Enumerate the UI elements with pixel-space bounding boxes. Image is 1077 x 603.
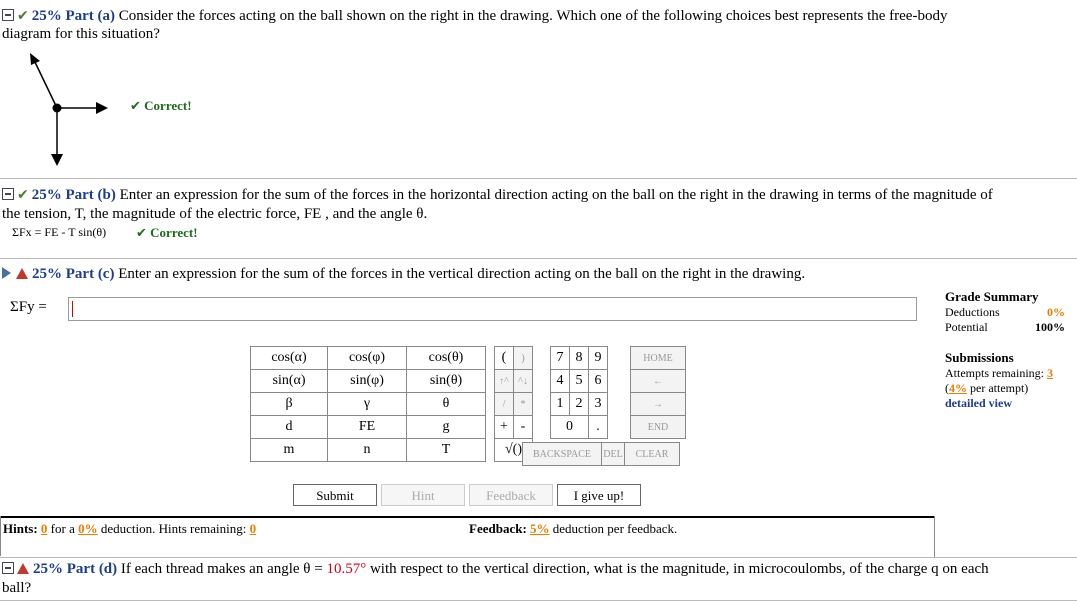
collapse-icon[interactable] [2, 9, 14, 21]
attempts-remaining: 3 [1046, 366, 1053, 380]
submit-button[interactable]: Submit [293, 484, 377, 506]
part-b-header: ✔ 25% Part (b) Enter an expression for the sum of the forces in the horizontal direction acting on the ball on the right in the drawing in terms of the magnitude of [2, 186, 1077, 205]
hints-remaining: 0 [249, 521, 257, 536]
key-0[interactable]: 0 [551, 416, 589, 439]
part-a-question-line2: diagram for this situation? [2, 26, 160, 42]
part-b-label: Part (b) [65, 187, 116, 203]
key-n[interactable]: n [328, 439, 407, 462]
key-plus[interactable]: + [495, 416, 514, 439]
hints-info: Hints: 0 for a 0% deduction. Hints remaining: 0 [3, 521, 257, 536]
key-fe[interactable]: FE [328, 416, 407, 439]
key-clear[interactable]: CLEAR [625, 443, 680, 466]
key-power-down[interactable]: ^↓ [514, 370, 533, 393]
key-gamma[interactable]: γ [328, 393, 407, 416]
hints-deduction: 0% [78, 521, 98, 536]
part-a-label: Part (a) [65, 8, 116, 24]
key-dot[interactable]: . [589, 416, 608, 439]
part-b-question: Enter an expression for the sum of the forces in the horizontal direction acting on the ball on the right in the drawing in terms of the magnitude of [119, 187, 993, 203]
key-end[interactable]: END [631, 416, 686, 439]
key-beta[interactable]: β [251, 393, 328, 416]
grade-summary [945, 289, 1065, 335]
deductions-label: Deductions [945, 305, 1000, 319]
edit-keypad [522, 442, 680, 466]
expand-icon[interactable] [2, 267, 11, 279]
warning-icon [17, 563, 29, 574]
key-multiply[interactable]: * [514, 393, 533, 416]
part-b-feedback: ✔ Correct! [136, 225, 198, 241]
angle-value: 10.57° [326, 561, 367, 577]
feedback-info: Feedback: 5% deduction per feedback. [469, 521, 678, 536]
key-sin-phi[interactable]: sin(φ) [328, 370, 407, 393]
part-d-question-line2: ball? [2, 580, 32, 596]
key-8[interactable]: 8 [570, 347, 589, 370]
part-c-label: Part (c) [65, 266, 115, 282]
part-a-feedback: ✔ Correct! [130, 98, 192, 114]
key-7[interactable]: 7 [551, 347, 570, 370]
free-body-diagram [26, 50, 116, 170]
answer-label: ΣFy = [10, 299, 47, 315]
key-divide[interactable]: / [495, 393, 514, 416]
key-power-up[interactable]: ↑^ [495, 370, 514, 393]
part-a-question: Consider the forces acting on the ball shown on the right in the drawing. Which one of the following choices best represents the free-body [118, 8, 948, 24]
hints-count: 0 [40, 521, 48, 536]
key-9[interactable]: 9 [589, 347, 608, 370]
submissions-panel: Submissions Attempts remaining: 3 (4% per attempt) detailed view [945, 350, 1073, 411]
warning-icon [16, 268, 28, 279]
function-keypad [250, 346, 486, 462]
key-6[interactable]: 6 [589, 370, 608, 393]
key-d[interactable]: d [251, 416, 328, 439]
key-left[interactable]: ← [631, 370, 686, 393]
nav-keypad [630, 346, 686, 439]
key-right[interactable]: → [631, 393, 686, 416]
potential-value: 100% [1035, 320, 1065, 334]
feedback-button[interactable]: Feedback [469, 484, 553, 506]
part-c-header: 25% Part (c) Enter an expression for the sum of the forces in the vertical direction acting on the ball on the right in the drawing. [2, 265, 805, 284]
key-cos-phi[interactable]: cos(φ) [328, 347, 407, 370]
key-1[interactable]: 1 [551, 393, 570, 416]
check-icon: ✔ [130, 99, 141, 114]
hint-button[interactable]: Hint [381, 484, 465, 506]
key-3[interactable]: 3 [589, 393, 608, 416]
collapse-icon[interactable] [2, 562, 14, 574]
part-b-answer: ΣFx = FE - T sin(θ) [12, 225, 107, 239]
part-d-header: 25% Part (d) If each thread makes an angle θ = 10.57° with respect to the vertical direction, what is the magnitude, in microcoulombs, of the charge q on each [2, 560, 1077, 579]
grade-summary-title: Grade Summary [945, 289, 1039, 304]
potential-label: Potential [945, 320, 988, 334]
check-icon: ✔ [17, 8, 29, 24]
key-sin-theta[interactable]: sin(θ) [407, 370, 486, 393]
digit-keypad [550, 346, 608, 439]
part-a-header: ✔ 25% Part (a) Consider the forces acting on the ball shown on the right in the drawing. Which one of the following choices best represents the free-body [2, 7, 1072, 26]
check-icon: ✔ [17, 187, 29, 203]
key-sqrt[interactable]: √() [495, 439, 533, 462]
check-icon: ✔ [136, 226, 147, 241]
key-del[interactable]: DEL [602, 443, 625, 466]
key-close-paren[interactable]: ) [514, 347, 533, 370]
text-caret [72, 301, 73, 317]
collapse-icon[interactable] [2, 188, 14, 200]
deductions-value: 0% [1047, 305, 1065, 319]
key-m[interactable]: m [251, 439, 328, 462]
give-up-button[interactable]: I give up! [557, 484, 641, 506]
per-attempt-deduction: 4% [949, 381, 967, 395]
submissions-title: Submissions [945, 350, 1014, 365]
key-home[interactable]: HOME [631, 347, 686, 370]
key-cos-theta[interactable]: cos(θ) [407, 347, 486, 370]
feedback-deduction: 5% [530, 521, 550, 536]
key-backspace[interactable]: BACKSPACE [523, 443, 602, 466]
key-5[interactable]: 5 [570, 370, 589, 393]
key-theta[interactable]: θ [407, 393, 486, 416]
key-4[interactable]: 4 [551, 370, 570, 393]
key-cos-alpha[interactable]: cos(α) [251, 347, 328, 370]
key-t[interactable]: T [407, 439, 486, 462]
key-minus[interactable]: - [514, 416, 533, 439]
answer-input[interactable] [68, 297, 917, 321]
detailed-view-link[interactable]: detailed view [945, 396, 1012, 410]
key-2[interactable]: 2 [570, 393, 589, 416]
key-sin-alpha[interactable]: sin(α) [251, 370, 328, 393]
key-g[interactable]: g [407, 416, 486, 439]
key-open-paren[interactable]: ( [495, 347, 514, 370]
part-d-label: Part (d) [66, 561, 118, 577]
part-b-question-line2: the tension, T, the magnitude of the electric force, FE , and the angle θ. [2, 206, 428, 222]
part-c-question: Enter an expression for the sum of the forces in the vertical direction acting on the ball on the right in the drawing. [118, 266, 806, 282]
